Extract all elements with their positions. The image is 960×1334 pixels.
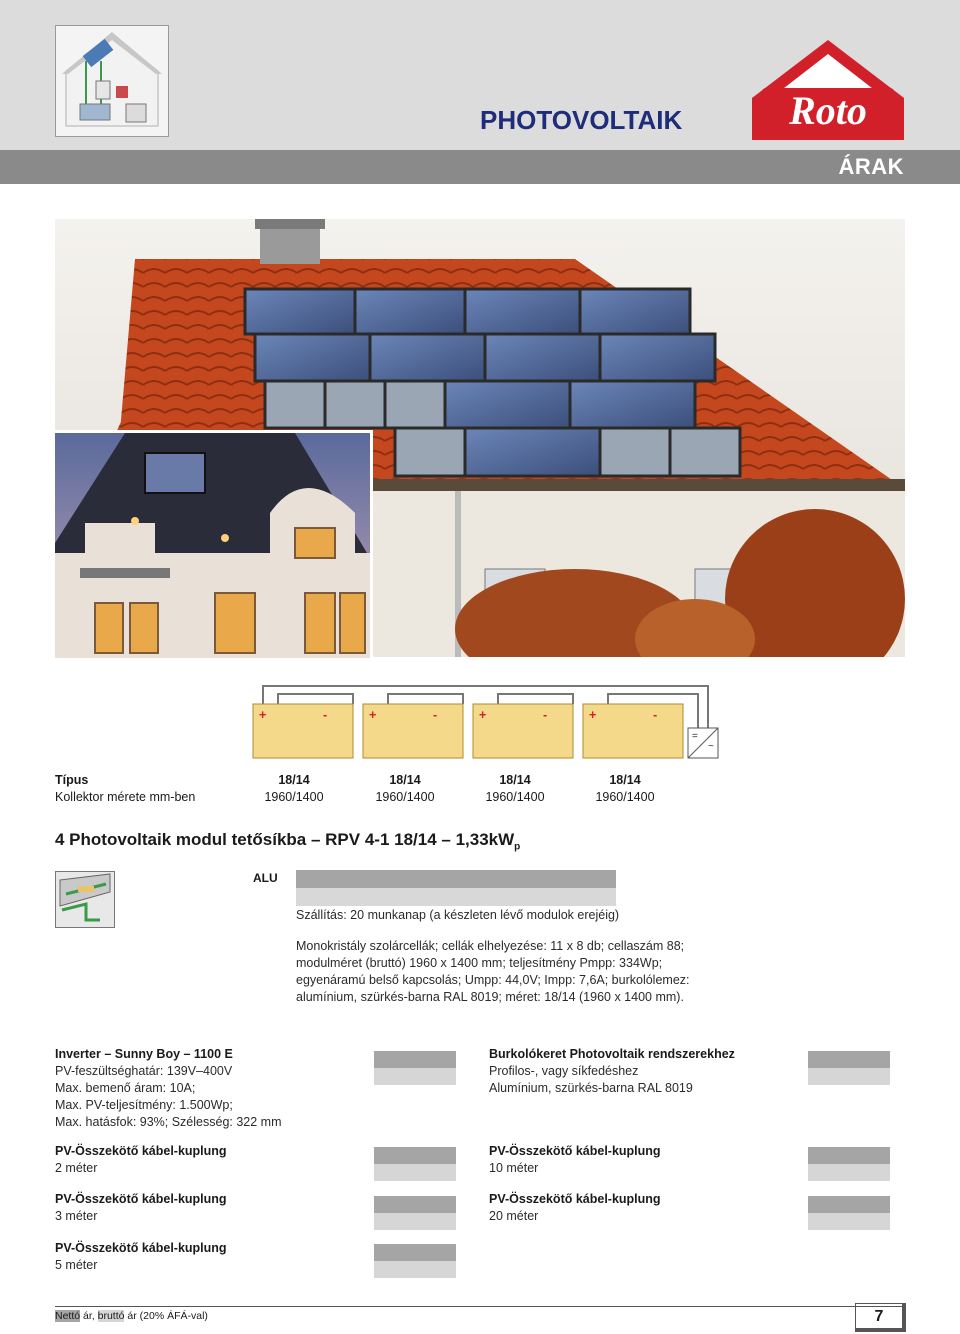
house-evening-photo — [55, 430, 373, 658]
module-3-plus: + — [479, 708, 487, 722]
col-3-type: 18/14 — [499, 773, 531, 787]
module-3-minus: - — [543, 708, 548, 722]
legend-netto: Nettó — [55, 1310, 81, 1322]
inverter-ac-symbol: ~ — [708, 741, 714, 752]
cable-2m-price — [374, 1147, 456, 1181]
module-4-minus: - — [653, 708, 658, 722]
cable-20m-block: PV-Összekötő kábel-kuplung 20 méter — [489, 1192, 661, 1223]
inverter-price — [374, 1051, 456, 1085]
price-bar-netto — [296, 870, 616, 888]
svg-text:Roto: Roto — [789, 88, 867, 133]
subheader-band — [0, 150, 960, 184]
cable-20m-price — [808, 1196, 890, 1230]
page-number: 7 — [855, 1303, 903, 1329]
delivery-note: Szállítás: 20 munkanap (a készleten lévő modulok erejéig) — [296, 908, 620, 922]
module-1-plus: + — [259, 708, 267, 722]
roto-logo — [752, 40, 904, 140]
col-1-type: 18/14 — [278, 773, 310, 787]
material-label: ALU — [253, 871, 278, 885]
module-1-minus: - — [323, 708, 328, 722]
cable-3m-block: PV-Összekötő kábel-kuplung 3 méter — [55, 1192, 227, 1223]
frame-price — [808, 1051, 890, 1085]
cable-10m-block: PV-Összekötő kábel-kuplung 10 méter — [489, 1144, 661, 1175]
module-2-plus: + — [369, 708, 377, 722]
house-diagram-thumbnail — [55, 25, 169, 137]
col-4-type: 18/14 — [609, 773, 641, 787]
inverter-block: Inverter – Sunny Boy – 1100 E PV-feszültséghatár: 139V–400V Max. bemenő áram: 10A; Max. PV-teljesítmény: 1.500Wp; Max. hatásfok: 93%; Szélesség: 322 mm — [55, 1047, 282, 1129]
col-2-size: 1960/1400 — [375, 790, 435, 804]
price-bar-brutto — [296, 888, 616, 906]
module-2-minus: - — [433, 708, 438, 722]
cable-10m-price — [808, 1147, 890, 1181]
frame-block: Burkolókeret Photovoltaik rendszerekhez Profilos-, vagy síkfedéshez Alumínium, szürkés-barna RAL 8019 — [489, 1047, 735, 1095]
cable-2m-block: PV-Összekötő kábel-kuplung 2 méter — [55, 1144, 227, 1175]
wiring-diagram — [248, 684, 728, 764]
inverter-dc-symbol: = — [692, 731, 698, 742]
product-title: 4 Photovoltaik modul tetősíkba – RPV 4-1 $18/14 - 1,33kW_p$ — [55, 830, 521, 853]
profile-thumbnail — [55, 871, 115, 928]
col-3-size: 1960/1400 — [485, 790, 545, 804]
row-label-type: Típus — [55, 773, 89, 787]
row-label-size: Kollektor mérete mm-ben — [55, 790, 196, 804]
module-4-plus: + — [589, 708, 597, 722]
cable-5m-block: PV-Összekötő kábel-kuplung 5 méter — [55, 1241, 227, 1272]
page-title: PHOTOVOLTAIK — [480, 105, 683, 135]
legend-brutto: bruttó — [97, 1310, 125, 1322]
cable-5m-price — [374, 1244, 456, 1278]
cable-3m-price — [374, 1196, 456, 1230]
price-legend: Nettó ár, bruttó ár (20% ÁFÁ-val) — [55, 1310, 208, 1322]
col-2-type: 18/14 — [389, 773, 421, 787]
col-4-size: 1960/1400 — [595, 790, 655, 804]
product-description: Monokristály szolárcellák; cellák elhelyezése: 11 x 8 db; cellaszám 88; modulméret (bruttó) 1960 x 1400 mm; teljesítmény Pmpp: 334Wp; egyenáramú belső kapcsolás; Umpp: 44,0V; Impp: 7,6A; burkolólemez: alumínium, szürkés-barna RAL 8019; méret: 18/14 (1960 x 1400 mm). — [296, 939, 690, 1004]
footer-divider — [55, 1306, 905, 1307]
col-1-size: 1960/1400 — [264, 790, 324, 804]
section-label: ÁRAK — [838, 154, 904, 179]
